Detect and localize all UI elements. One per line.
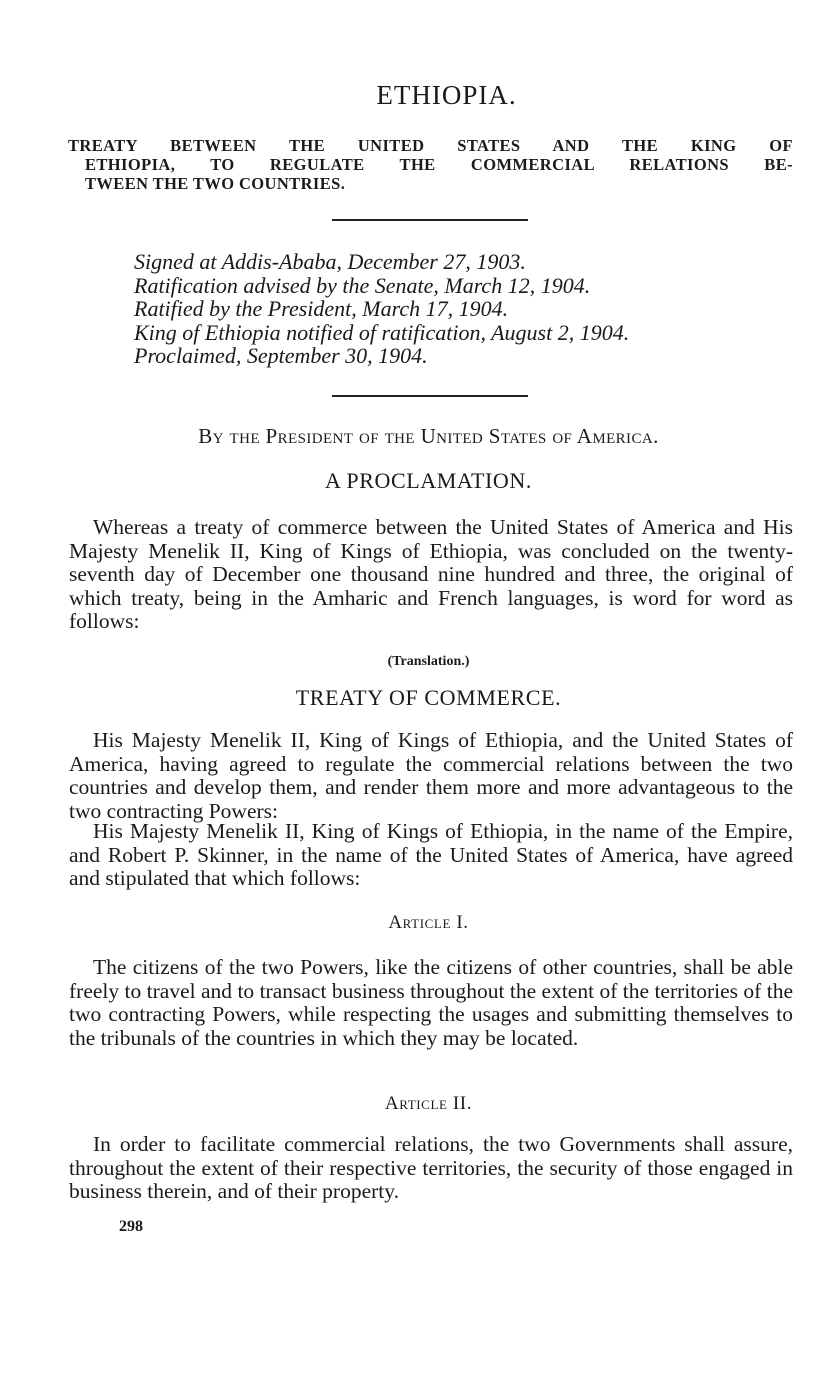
translation-note: (Translation.) xyxy=(387,654,470,669)
date-ratified: Ratified by the President, March 17, 1904. xyxy=(134,296,509,321)
treaty-title xyxy=(68,136,793,193)
date-notified: King of Ethiopia notified of ratification, August 2, 1904. xyxy=(134,319,630,345)
treaty-title-line: ETHIOPIA, TO REGULATE THE COMMERCIAL RELATIONS BE- xyxy=(85,155,793,174)
proclamation-heading: A PROCLAMATION. xyxy=(324,468,533,493)
article-1-heading: Article I. xyxy=(388,912,469,933)
article-2-heading: Article II. xyxy=(384,1093,473,1114)
country-title: ETHIOPIA. xyxy=(376,80,517,110)
preamble-paragraph-1: His Majesty Menelik II, King of Kings of Ethiopia, and the United States of America, having agreed to regulate the commercial relations between the two countries and develop them, and render them more and more advantageous to the two contracting Powers: xyxy=(69,728,793,823)
date-ratification-advised: Ratification advised by the Senate, March 12, 1904. xyxy=(134,272,591,298)
proclamation-paragraph: Whereas a treaty of commerce between the United States of America and His Majesty Menelik II, King of Kings of Ethiopia, was concluded on the twenty-seventh day of December one thousand nine hundred and three, the original of which treaty, being in the Amharic and French languages, is word for word as follows: xyxy=(69,515,793,634)
treaty-title-line: TWEEN THE TWO COUNTRIES. xyxy=(85,174,346,193)
treaty-heading: TREATY OF COMMERCE. xyxy=(295,685,562,710)
treaty-title-line: TREATY BETWEEN THE UNITED STATES AND THE KING OF xyxy=(68,136,793,155)
date-signed: Signed at Addis-Ababa, December 27, 1903. xyxy=(134,249,526,274)
page-number: 298 xyxy=(119,1218,143,1235)
by-president-line: By the President of the United States of America. xyxy=(198,424,659,448)
divider-rule xyxy=(332,219,528,221)
article-1-paragraph: The citizens of the two Powers, like the citizens of other countries, shall be able freely to travel and to transact business throughout the extent of the territories of the two contracting Powers, while respecting the usages and submitting themselves to the tribunals of the countries in which they may be located. xyxy=(69,955,793,1050)
date-proclaimed: Proclaimed, September 30, 1904. xyxy=(134,343,428,368)
divider-rule xyxy=(332,395,528,397)
article-2-paragraph: In order to facilitate commercial relations, the two Governments shall assure, throughout the extent of their respective territories, the security of those engaged in business therein, and of their property. xyxy=(69,1132,793,1204)
treaty-dates xyxy=(134,250,774,368)
preamble-paragraph-2: His Majesty Menelik II, King of Kings of Ethiopia, in the name of the Empire, and Robert P. Skinner, in the name of the United States of America, have agreed and stipulated that which follows: xyxy=(69,819,793,891)
